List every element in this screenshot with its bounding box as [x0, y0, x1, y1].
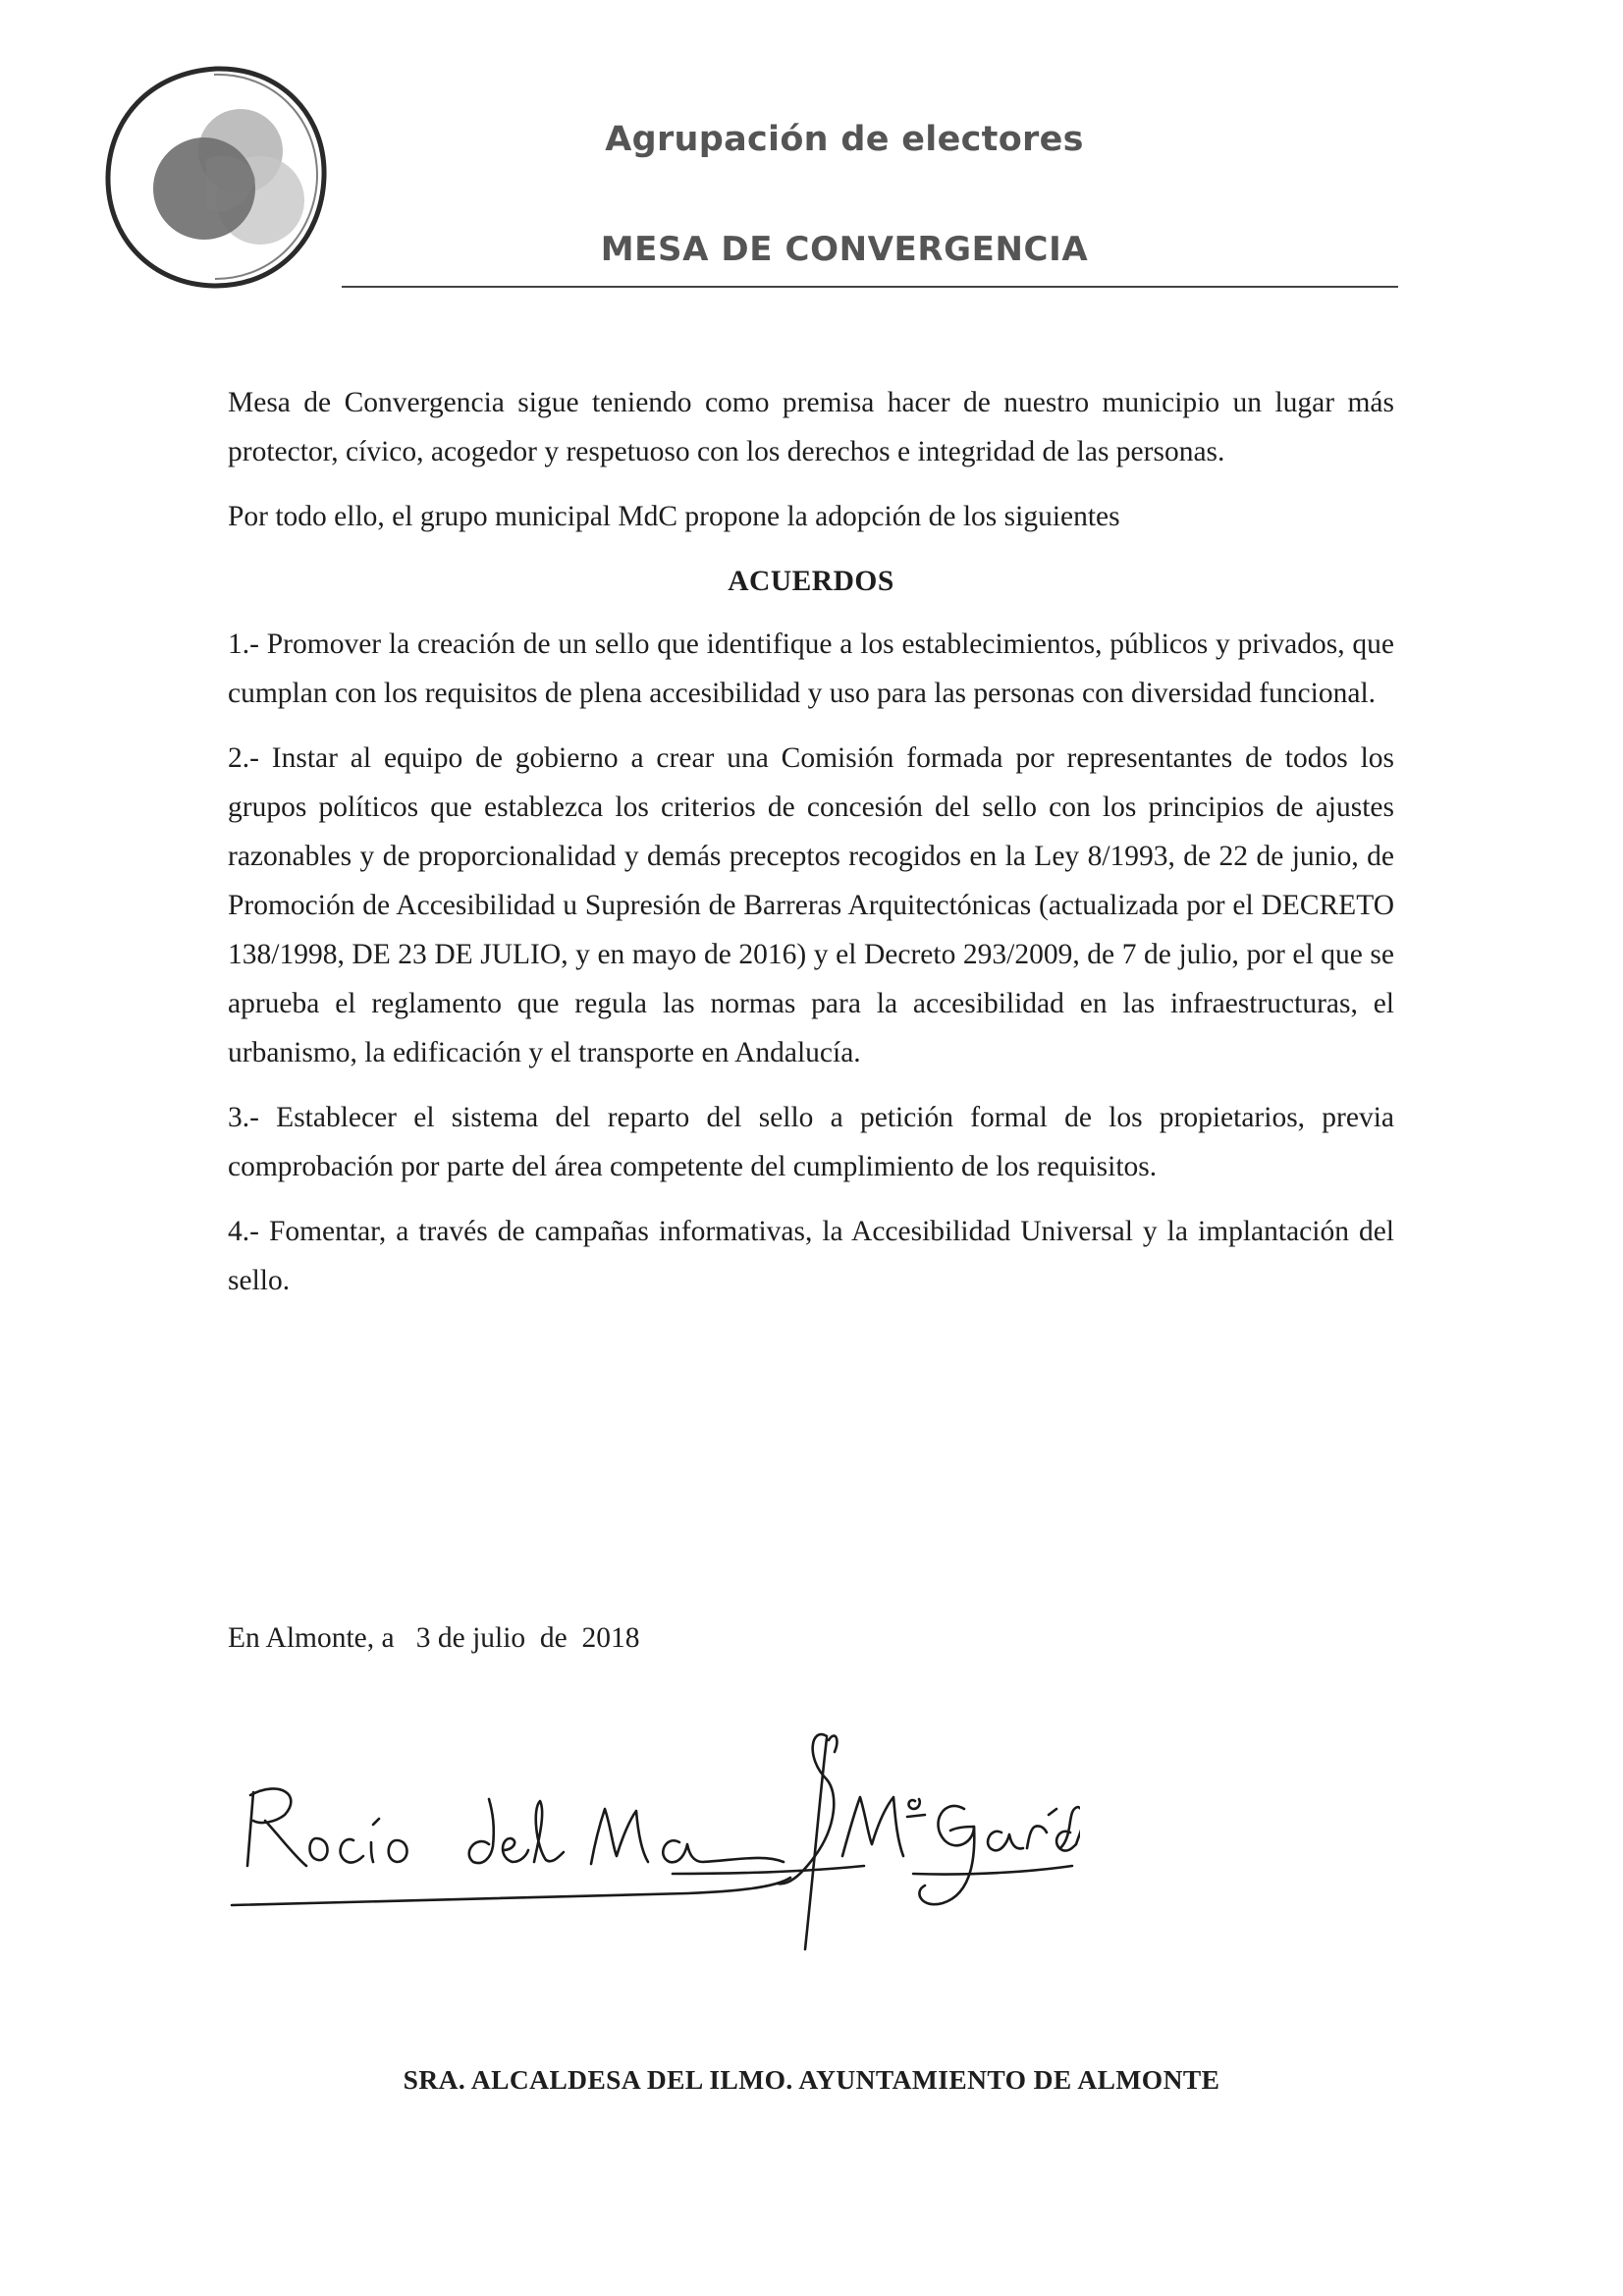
proposal-line: Por todo ello, el grupo municipal MdC propone la adopción de los siguientes	[228, 501, 1120, 532]
second-signature	[673, 1734, 1080, 1949]
three-overlapping-circles-logo-icon	[98, 61, 334, 297]
first-signature	[232, 1788, 790, 1905]
intro-paragraph: Mesa de Convergencia sigue teniendo como premisa hacer de nuestro municipio un lugar más protector, cívico, acogedor y respetuoso con los derechos e integridad de las personas.	[228, 387, 1394, 467]
header-divider	[342, 286, 1398, 288]
signatures-area	[226, 1719, 1080, 1954]
agreement-item-2: 2.- Instar al equipo de gobierno a crear una Comisión formada por representantes de todos los grupos políticos que establezca los criterios de concesión del sello con los principios de ajustes razonables y de proporcionalidad y demás preceptos recogidos en la Ley 8/1993, de 22 de junio, de Promoción de Accesibilidad u Supresión de Barreras Arquitectónicas (actualizada por el DECRETO 138/1998, DE 23 DE JULIO, y en mayo de 2016) y el Decreto 293/2009, de 7 de julio, por el que se aprueba el reglamento que regula las normas para la accesibilidad en las infraestructuras, el urbanismo, la edificación y el transporte en Andalucía.	[228, 742, 1394, 1068]
agreement-item-3: 3.- Establecer el sistema del reparto del sello a petición formal de los propietarios, previa comprobación por parte del área competente del cumplimiento de los requisitos.	[228, 1102, 1394, 1182]
addressee-line: SRA. ALCALDESA DEL ILMO. AYUNTAMIENTO DE ALMONTE	[403, 2064, 1220, 2095]
agreements-heading: ACUERDOS	[728, 566, 894, 597]
document-body	[228, 378, 1394, 1321]
org-type-heading: Agrupación de electores	[605, 120, 1084, 159]
place-date-line: En Almonte, a 3 de julio de 2018	[228, 1622, 640, 1654]
agreement-item-4: 4.- Fomentar, a través de campañas informativas, la Accesibilidad Universal y la implantación del sello.	[228, 1216, 1394, 1296]
agreement-item-1: 1.- Promover la creación de un sello que identifique a los establecimientos, públicos y privados, que cumplan con los requisitos de plena accesibilidad y uso para las personas con diversidad funcional.	[228, 629, 1394, 709]
org-name-heading: MESA DE CONVERGENCIA	[600, 230, 1089, 269]
